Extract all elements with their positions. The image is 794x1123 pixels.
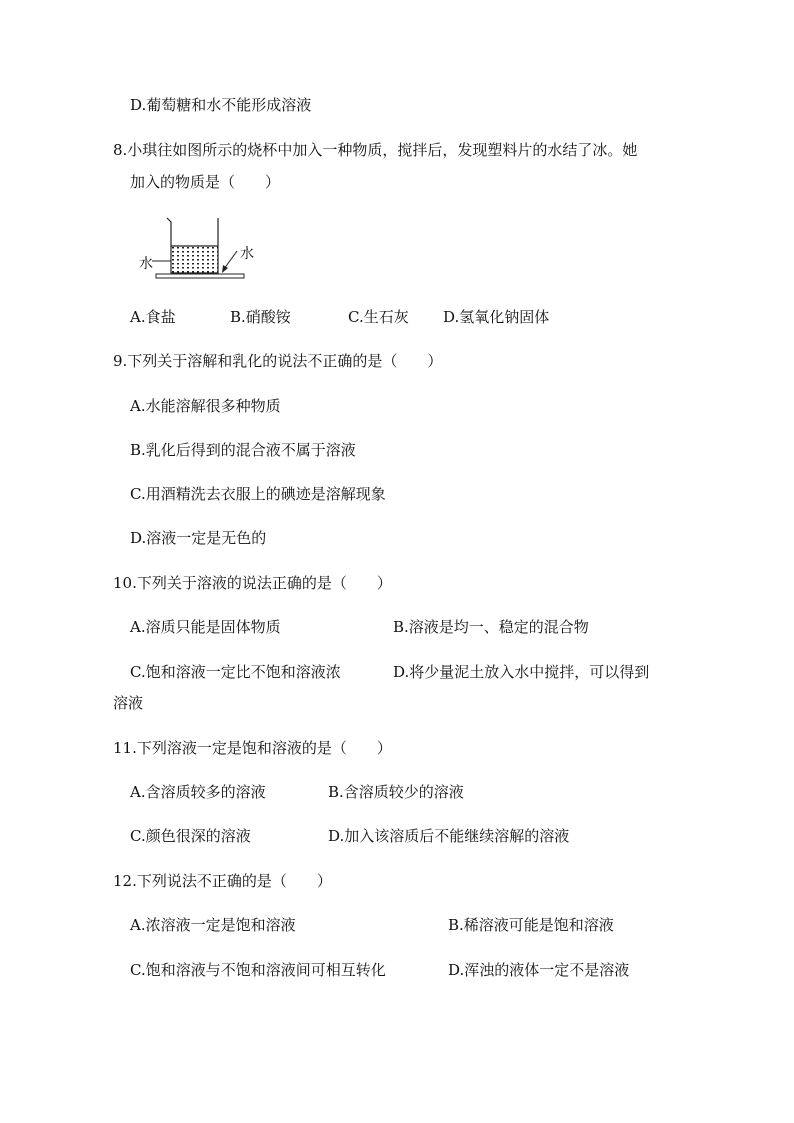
q9-option-d: D.溶液一定是无色的 (130, 529, 267, 547)
q11-stem: 11.下列溶液一定是饱和溶液的是（ ） (113, 739, 392, 757)
q12-option-a: A.浓溶液一定是饱和溶液 (130, 916, 296, 934)
q12-option-c: C.饱和溶液与不饱和溶液间可相互转化 (130, 961, 386, 979)
q8-option-b: B.硝酸铵 (230, 308, 291, 326)
q10-option-b: B.溶液是均一、稳定的混合物 (393, 618, 589, 636)
q12-option-b: B.稀溶液可能是饱和溶液 (448, 916, 614, 934)
q10-option-d-line1: D.将少量泥土放入水中搅拌，可以得到 (393, 663, 650, 681)
q8-option-d: D.氢氧化钠固体 (443, 308, 550, 326)
q12-stem: 12.下列说法不正确的是（ ） (113, 872, 332, 890)
plastic-sheet (156, 274, 244, 278)
water-label-right: 水 (240, 246, 254, 262)
q8-option-c: C.生石灰 (348, 308, 409, 326)
arrow-head (222, 265, 228, 273)
q11-option-a: A.含溶质较多的溶液 (130, 783, 266, 801)
water-label-left: 水 (139, 256, 153, 272)
q9-stem: 9.下列关于溶解和乳化的说法不正确的是（ ） (113, 352, 443, 370)
q10-stem: 10.下列关于溶液的说法正确的是（ ） (113, 574, 392, 592)
q11-option-b: B.含溶质较少的溶液 (328, 783, 464, 801)
q11-option-d: D.加入该溶质后不能继续溶解的溶液 (328, 827, 570, 845)
beaker-liquid (171, 246, 218, 273)
q10-option-d-line2: 溶液 (113, 694, 144, 712)
q9-option-b: B.乳化后得到的混合液不属于溶液 (130, 441, 356, 459)
q11-option-c: C.颜色很深的溶液 (130, 827, 251, 845)
beaker-figure (136, 214, 266, 286)
q10-option-c: C.饱和溶液一定比不饱和溶液浓 (130, 663, 341, 681)
q8-stem-line1: 8.小琪往如图所示的烧杯中加入一种物质，搅拌后，发现塑料片的水结了冰。她 (113, 141, 638, 159)
q8-stem-line2: 加入的物质是（ ） (130, 173, 281, 191)
q9-option-c: C.用酒精洗去衣服上的碘迹是溶解现象 (130, 485, 386, 503)
arrow-line (224, 251, 237, 269)
q10-option-a: A.溶质只能是固体物质 (130, 618, 281, 636)
q7-option-d: D.葡萄糖和水不能形成溶液 (130, 96, 312, 114)
q8-option-a: A.食盐 (130, 308, 176, 326)
q12-option-d: D.浑浊的液体一定不是溶液 (448, 961, 630, 979)
q9-option-a: A.水能溶解很多种物质 (130, 397, 281, 415)
